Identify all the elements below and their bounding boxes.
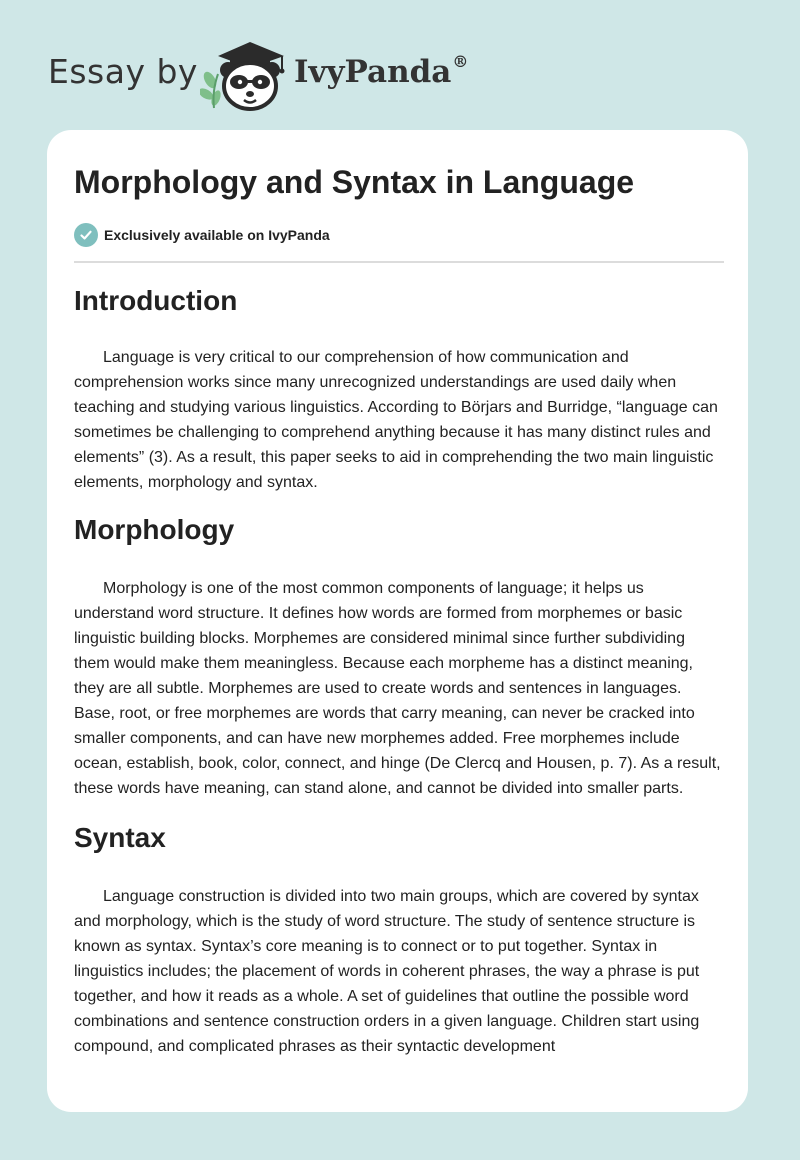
essay-body bbox=[74, 282, 724, 1059]
check-circle-icon bbox=[74, 223, 98, 247]
divider bbox=[74, 261, 724, 263]
section-text-introduction: Language is very critical to our comprehension of how communication and comprehension works since many unrecognized understandings are used daily when teaching and studying various linguistics. According to Börjars and Burridge, “language can sometimes be challenging to comprehend anything because it has many distinct rules and elements” (3). As a result, this paper seeks to aid in comprehending the two main linguistic elements, morphology and syntax. bbox=[74, 349, 718, 491]
essay-card bbox=[47, 130, 748, 1112]
section-text-morphology: Morphology is one of the most common components of language; it helps us understand word structure. It defines how words are formed from morphemes or basic linguistic building blocks. Morphemes are considered minimal since further subdividing them would make them meaningless. Because each morpheme has a distinct meaning, they are all subtle. Morphemes are used to create words and sentences in languages. Base, root, or free morphemes are words that carry meaning, can never be cracked into smaller components, and can have new morphemes added. Free morphemes include ocean, establish, book, color, connect, and hinge (De Clercq and Housen, p. 7). As a result, these words have meaning, can stand alone, and cannot be divided into smaller parts. bbox=[74, 580, 721, 797]
site-header bbox=[48, 34, 548, 114]
exclusive-badge bbox=[74, 222, 330, 248]
panda-graduate-logo-icon[interactable] bbox=[200, 36, 294, 112]
section-text-syntax: Language construction is divided into two main groups, which are covered by syntax and morphology, which is the study of word structure. The study of sentence structure is known as syntax. Syntax’s core meaning is to connect or to put together. Syntax in linguistics includes; the placement of words in coherent phrases, the way a phrase is put together, and how it reads as a whole. A set of guidelines that outline the possible word combinations and sentence construction orders in a given language. Children start using compound, and complicated phrases as their syntactic development bbox=[74, 888, 700, 1055]
essay-by-label: Essay by bbox=[48, 52, 198, 91]
section-heading-syntax: Syntax bbox=[74, 822, 166, 853]
section-heading-introduction: Introduction bbox=[74, 285, 238, 316]
exclusive-label: Exclusively available on IvyPanda bbox=[104, 227, 330, 243]
brand-name[interactable]: IvyPanda® bbox=[294, 52, 469, 90]
page-title: Morphology and Syntax in Language bbox=[74, 164, 635, 200]
section-heading-morphology: Morphology bbox=[74, 514, 235, 545]
